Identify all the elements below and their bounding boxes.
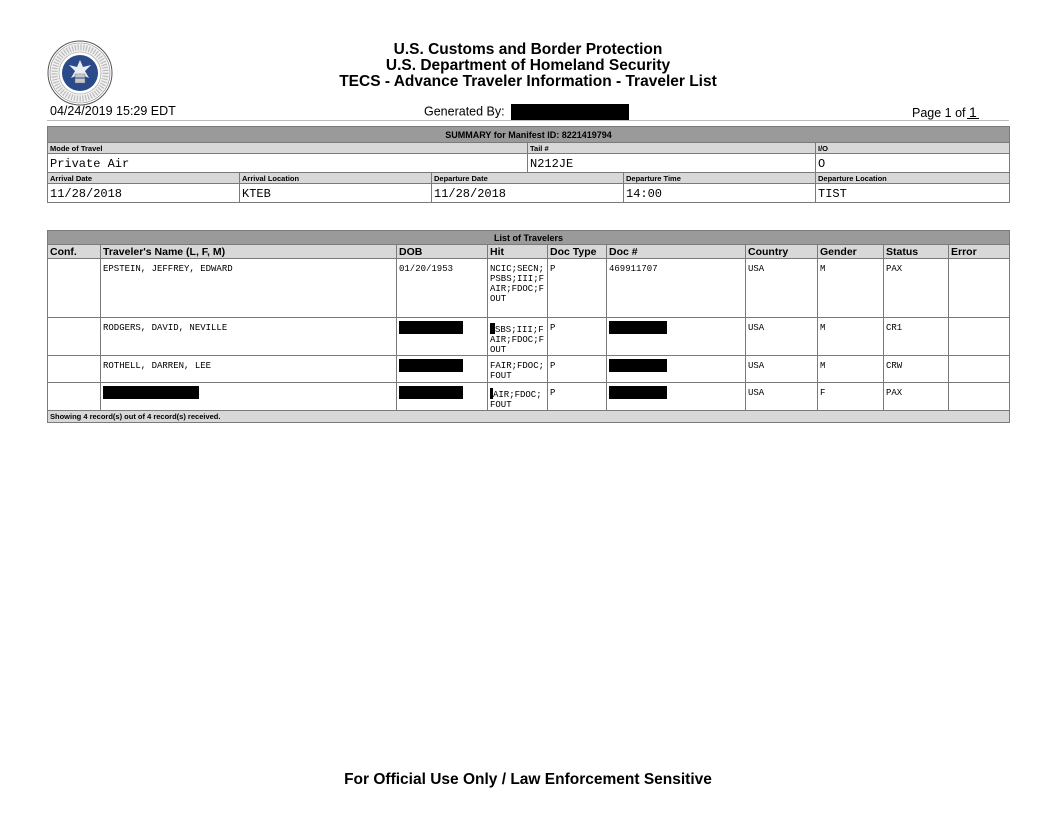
name-cell bbox=[101, 383, 397, 411]
redaction-bar bbox=[399, 321, 463, 334]
redaction-bar bbox=[609, 386, 667, 399]
doc-type-cell: P bbox=[548, 383, 607, 411]
dob-cell bbox=[397, 383, 488, 411]
departure-time-label: Departure Time bbox=[624, 173, 816, 184]
error-cell bbox=[949, 383, 1010, 411]
department-title: U.S. Department of Homeland Security bbox=[385, 57, 671, 74]
name-cell: ROTHELL, DARREN, LEE bbox=[101, 356, 397, 383]
column-header-country: Country bbox=[746, 245, 818, 259]
agency-title: U.S. Customs and Border Protection bbox=[393, 41, 663, 58]
country-cell: USA bbox=[746, 356, 818, 383]
conf-cell bbox=[48, 383, 101, 411]
status-cell: CR1 bbox=[884, 318, 949, 356]
column-header-gender: Gender bbox=[818, 245, 884, 259]
table-row bbox=[48, 383, 1010, 411]
hit-cell bbox=[488, 383, 548, 411]
page-label: Page 1 of bbox=[912, 106, 966, 120]
conf-cell bbox=[48, 259, 101, 318]
classification-footer: For Official Use Only / Law Enforcement Sensitive bbox=[344, 771, 712, 788]
gender-cell: F bbox=[818, 383, 884, 411]
records-count-footer: Showing 4 record(s) out of 4 record(s) received. bbox=[48, 411, 1010, 423]
redaction-bar bbox=[609, 359, 667, 372]
dob-cell: 01/20/1953 bbox=[397, 259, 488, 318]
name-cell: EPSTEIN, JEFFREY, EDWARD bbox=[101, 259, 397, 318]
report-datetime: 04/24/2019 15:29 EDT bbox=[50, 104, 176, 118]
redaction-bar bbox=[609, 321, 667, 334]
column-header-conf: Conf. bbox=[48, 245, 101, 259]
dob-cell bbox=[397, 356, 488, 383]
redaction-bar bbox=[399, 386, 463, 399]
redaction-bar bbox=[511, 104, 629, 120]
departure-location-label: Departure Location bbox=[816, 173, 1010, 184]
tail-label: Tail # bbox=[528, 143, 816, 154]
doc-number-cell bbox=[607, 356, 746, 383]
departure-time-value: 14:00 bbox=[624, 184, 816, 203]
country-cell: USA bbox=[746, 383, 818, 411]
travelers-title: List of Travelers bbox=[48, 231, 1010, 245]
column-header-status: Status bbox=[884, 245, 949, 259]
io-label: I/O bbox=[816, 143, 1010, 154]
column-header-doc-type: Doc Type bbox=[548, 245, 607, 259]
gender-cell: M bbox=[818, 318, 884, 356]
departure-date-value: 11/28/2018 bbox=[432, 184, 624, 203]
doc-type-cell: P bbox=[548, 356, 607, 383]
conf-cell bbox=[48, 356, 101, 383]
departure-date-label: Departure Date bbox=[432, 173, 624, 184]
arrival-date-label: Arrival Date bbox=[48, 173, 240, 184]
arrival-date-value: 11/28/2018 bbox=[48, 184, 240, 203]
redaction-bar bbox=[399, 359, 463, 372]
error-cell bbox=[949, 259, 1010, 318]
column-header-name: Traveler's Name (L, F, M) bbox=[101, 245, 397, 259]
conf-cell bbox=[48, 318, 101, 356]
dob-cell bbox=[397, 318, 488, 356]
page-total: 1 bbox=[969, 104, 977, 120]
summary-title: SUMMARY for Manifest ID: 8221419794 bbox=[48, 127, 1010, 143]
mode-of-travel-value: Private Air bbox=[48, 154, 528, 173]
report-title: TECS - Advance Traveler Information - Traveler List bbox=[339, 73, 717, 90]
redaction-bar bbox=[103, 386, 199, 399]
country-cell: USA bbox=[746, 318, 818, 356]
io-value: O bbox=[816, 154, 1010, 173]
status-cell: CRW bbox=[884, 356, 949, 383]
hit-cell: NCIC;SECN;PSBS;III;FAIR;FDOC;FOUT bbox=[488, 259, 548, 318]
column-header-doc-number: Doc # bbox=[607, 245, 746, 259]
status-cell: PAX bbox=[884, 259, 949, 318]
hit-text: AIR;FDOC;FOUT bbox=[490, 390, 542, 410]
generated-by-label: Generated By: bbox=[424, 104, 505, 119]
manifest-summary-table bbox=[47, 126, 1010, 203]
header-divider bbox=[47, 120, 1009, 121]
error-cell bbox=[949, 318, 1010, 356]
tail-value: N212JE bbox=[528, 154, 816, 173]
page-total-underline bbox=[967, 118, 979, 119]
gender-cell: M bbox=[818, 356, 884, 383]
table-row bbox=[48, 259, 1010, 318]
doc-number-cell: 469911707 bbox=[607, 259, 746, 318]
country-cell: USA bbox=[746, 259, 818, 318]
column-header-hit: Hit bbox=[488, 245, 548, 259]
doc-number-cell bbox=[607, 318, 746, 356]
report-title-block bbox=[0, 42, 1056, 90]
departure-location-value: TIST bbox=[816, 184, 1010, 203]
error-cell bbox=[949, 356, 1010, 383]
generated-by bbox=[424, 104, 629, 120]
arrival-location-label: Arrival Location bbox=[240, 173, 432, 184]
doc-number-cell bbox=[607, 383, 746, 411]
arrival-location-value: KTEB bbox=[240, 184, 432, 203]
mode-of-travel-label: Mode of Travel bbox=[48, 143, 528, 154]
column-header-dob: DOB bbox=[397, 245, 488, 259]
table-row bbox=[48, 318, 1010, 356]
column-header-error: Error bbox=[949, 245, 1010, 259]
doc-type-cell: P bbox=[548, 259, 607, 318]
name-cell: RODGERS, DAVID, NEVILLE bbox=[101, 318, 397, 356]
gender-cell: M bbox=[818, 259, 884, 318]
status-cell: PAX bbox=[884, 383, 949, 411]
traveler-list-table bbox=[47, 230, 1010, 423]
hit-text: SBS;III;FAIR;FDOC;FOUT bbox=[490, 325, 545, 355]
doc-type-cell: P bbox=[548, 318, 607, 356]
table-row bbox=[48, 356, 1010, 383]
hit-cell: FAIR;FDOC;FOUT bbox=[488, 356, 548, 383]
hit-cell bbox=[488, 318, 548, 356]
